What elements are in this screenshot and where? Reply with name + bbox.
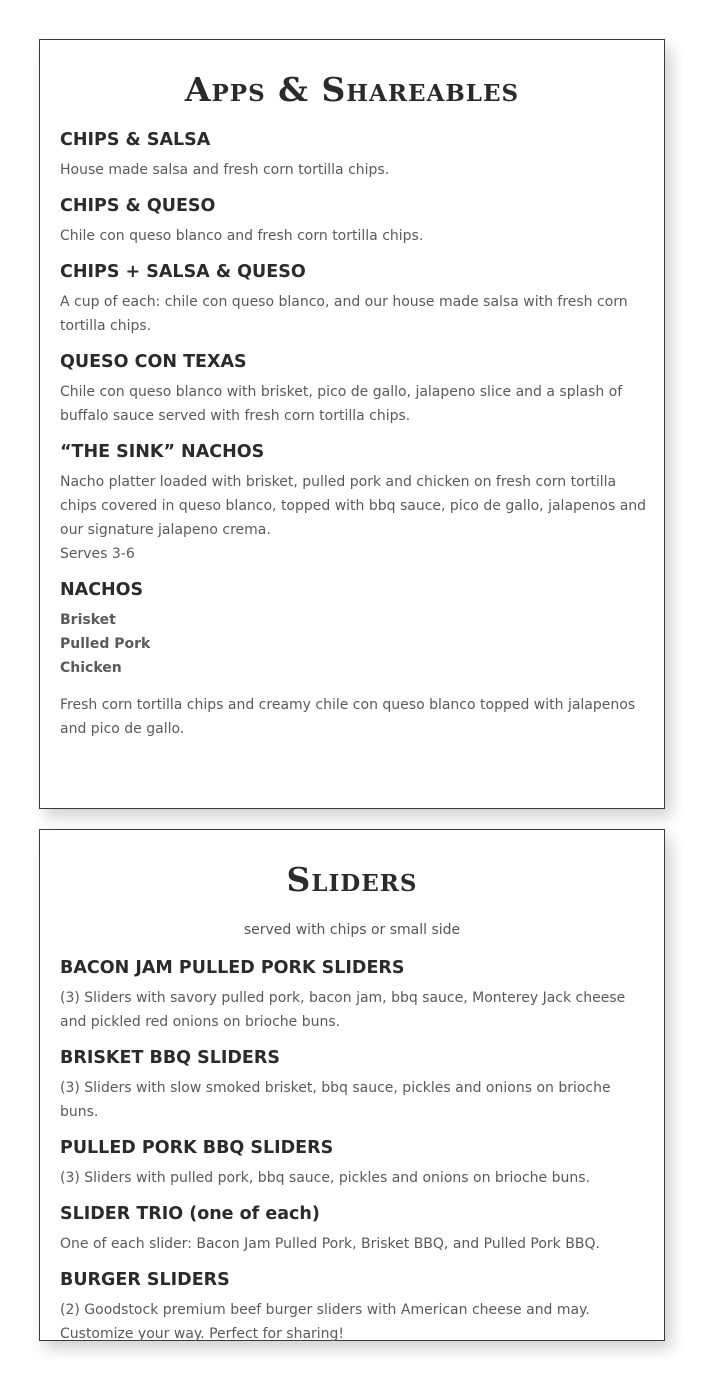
item-name: CHIPS & SALSA: [60, 130, 211, 150]
item-name: SLIDER TRIO (one of each): [60, 1204, 320, 1224]
item-description: Chile con queso blanco with brisket, pico de gallo, jalapeno slice and a splash of buffalo sauce served with fresh corn tortilla chips.: [60, 384, 623, 424]
apps-item-list: [60, 128, 650, 753]
item-name: QUESO CON TEXAS: [60, 352, 247, 372]
item-name: BURGER SLIDERS: [60, 1270, 230, 1290]
protein-option: Brisket: [60, 612, 116, 628]
menu-item: [60, 1136, 650, 1190]
item-description: Chile con queso blanco and fresh corn tortilla chips.: [60, 228, 424, 244]
menu-item-nachos: [60, 578, 650, 741]
apps-title: Apps & Shareables: [184, 70, 520, 109]
protein-options: [60, 608, 650, 680]
item-description: House made salsa and fresh corn tortilla chips.: [60, 162, 390, 178]
sliders-section: [39, 829, 665, 1341]
menu-item: [60, 1202, 650, 1256]
menu-item: [60, 128, 650, 182]
item-description: One of each slider: Bacon Jam Pulled Pork, Brisket BBQ, and Pulled Pork BBQ.: [60, 1236, 600, 1252]
item-description: (2) Goodstock premium beef burger sliders with American cheese and may. Customize your way. Perfect for sharing!: [60, 1302, 590, 1342]
serves-note: Serves 3-6: [60, 546, 135, 562]
sliders-title: Sliders: [286, 860, 418, 899]
menu-item: [60, 956, 650, 1034]
item-description: Nacho platter loaded with brisket, pulled pork and chicken on fresh corn tortilla chips covered in queso blanco, topped with bbq sauce, pico de gallo, jalapenos and our signature jalapeno crema.: [60, 474, 647, 538]
apps-section: [39, 39, 665, 809]
item-name: PULLED PORK BBQ SLIDERS: [60, 1138, 334, 1158]
item-name: NACHOS: [60, 580, 144, 600]
menu-item: [60, 1268, 650, 1346]
item-name: CHIPS & QUESO: [60, 196, 216, 216]
item-name: BRISKET BBQ SLIDERS: [60, 1048, 280, 1068]
item-description: (3) Sliders with savory pulled pork, bacon jam, bbq sauce, Monterey Jack cheese and pickled red onions on brioche buns.: [60, 990, 626, 1030]
menu-item: [60, 350, 650, 428]
menu-item: [60, 1046, 650, 1124]
protein-option: Pulled Pork: [60, 636, 151, 652]
item-description: A cup of each: chile con queso blanco, and our house made salsa with fresh corn tortilla chips.: [60, 294, 628, 334]
sliders-item-list: [60, 956, 650, 1358]
sliders-note: served with chips or small side: [243, 922, 461, 938]
item-name: BACON JAM PULLED PORK SLIDERS: [60, 958, 405, 978]
menu-item: [60, 440, 650, 566]
protein-option: Chicken: [60, 660, 122, 676]
item-description: Fresh corn tortilla chips and creamy chile con queso blanco topped with jalapenos and pico de gallo.: [60, 697, 636, 737]
item-description: (3) Sliders with slow smoked brisket, bbq sauce, pickles and onions on brioche buns.: [60, 1080, 611, 1120]
menu-item: [60, 194, 650, 248]
item-name: CHIPS + SALSA & QUESO: [60, 262, 306, 282]
menu-item: [60, 260, 650, 338]
item-description: (3) Sliders with pulled pork, bbq sauce, pickles and onions on brioche buns.: [60, 1170, 590, 1186]
item-name: “THE SINK” NACHOS: [60, 442, 265, 462]
